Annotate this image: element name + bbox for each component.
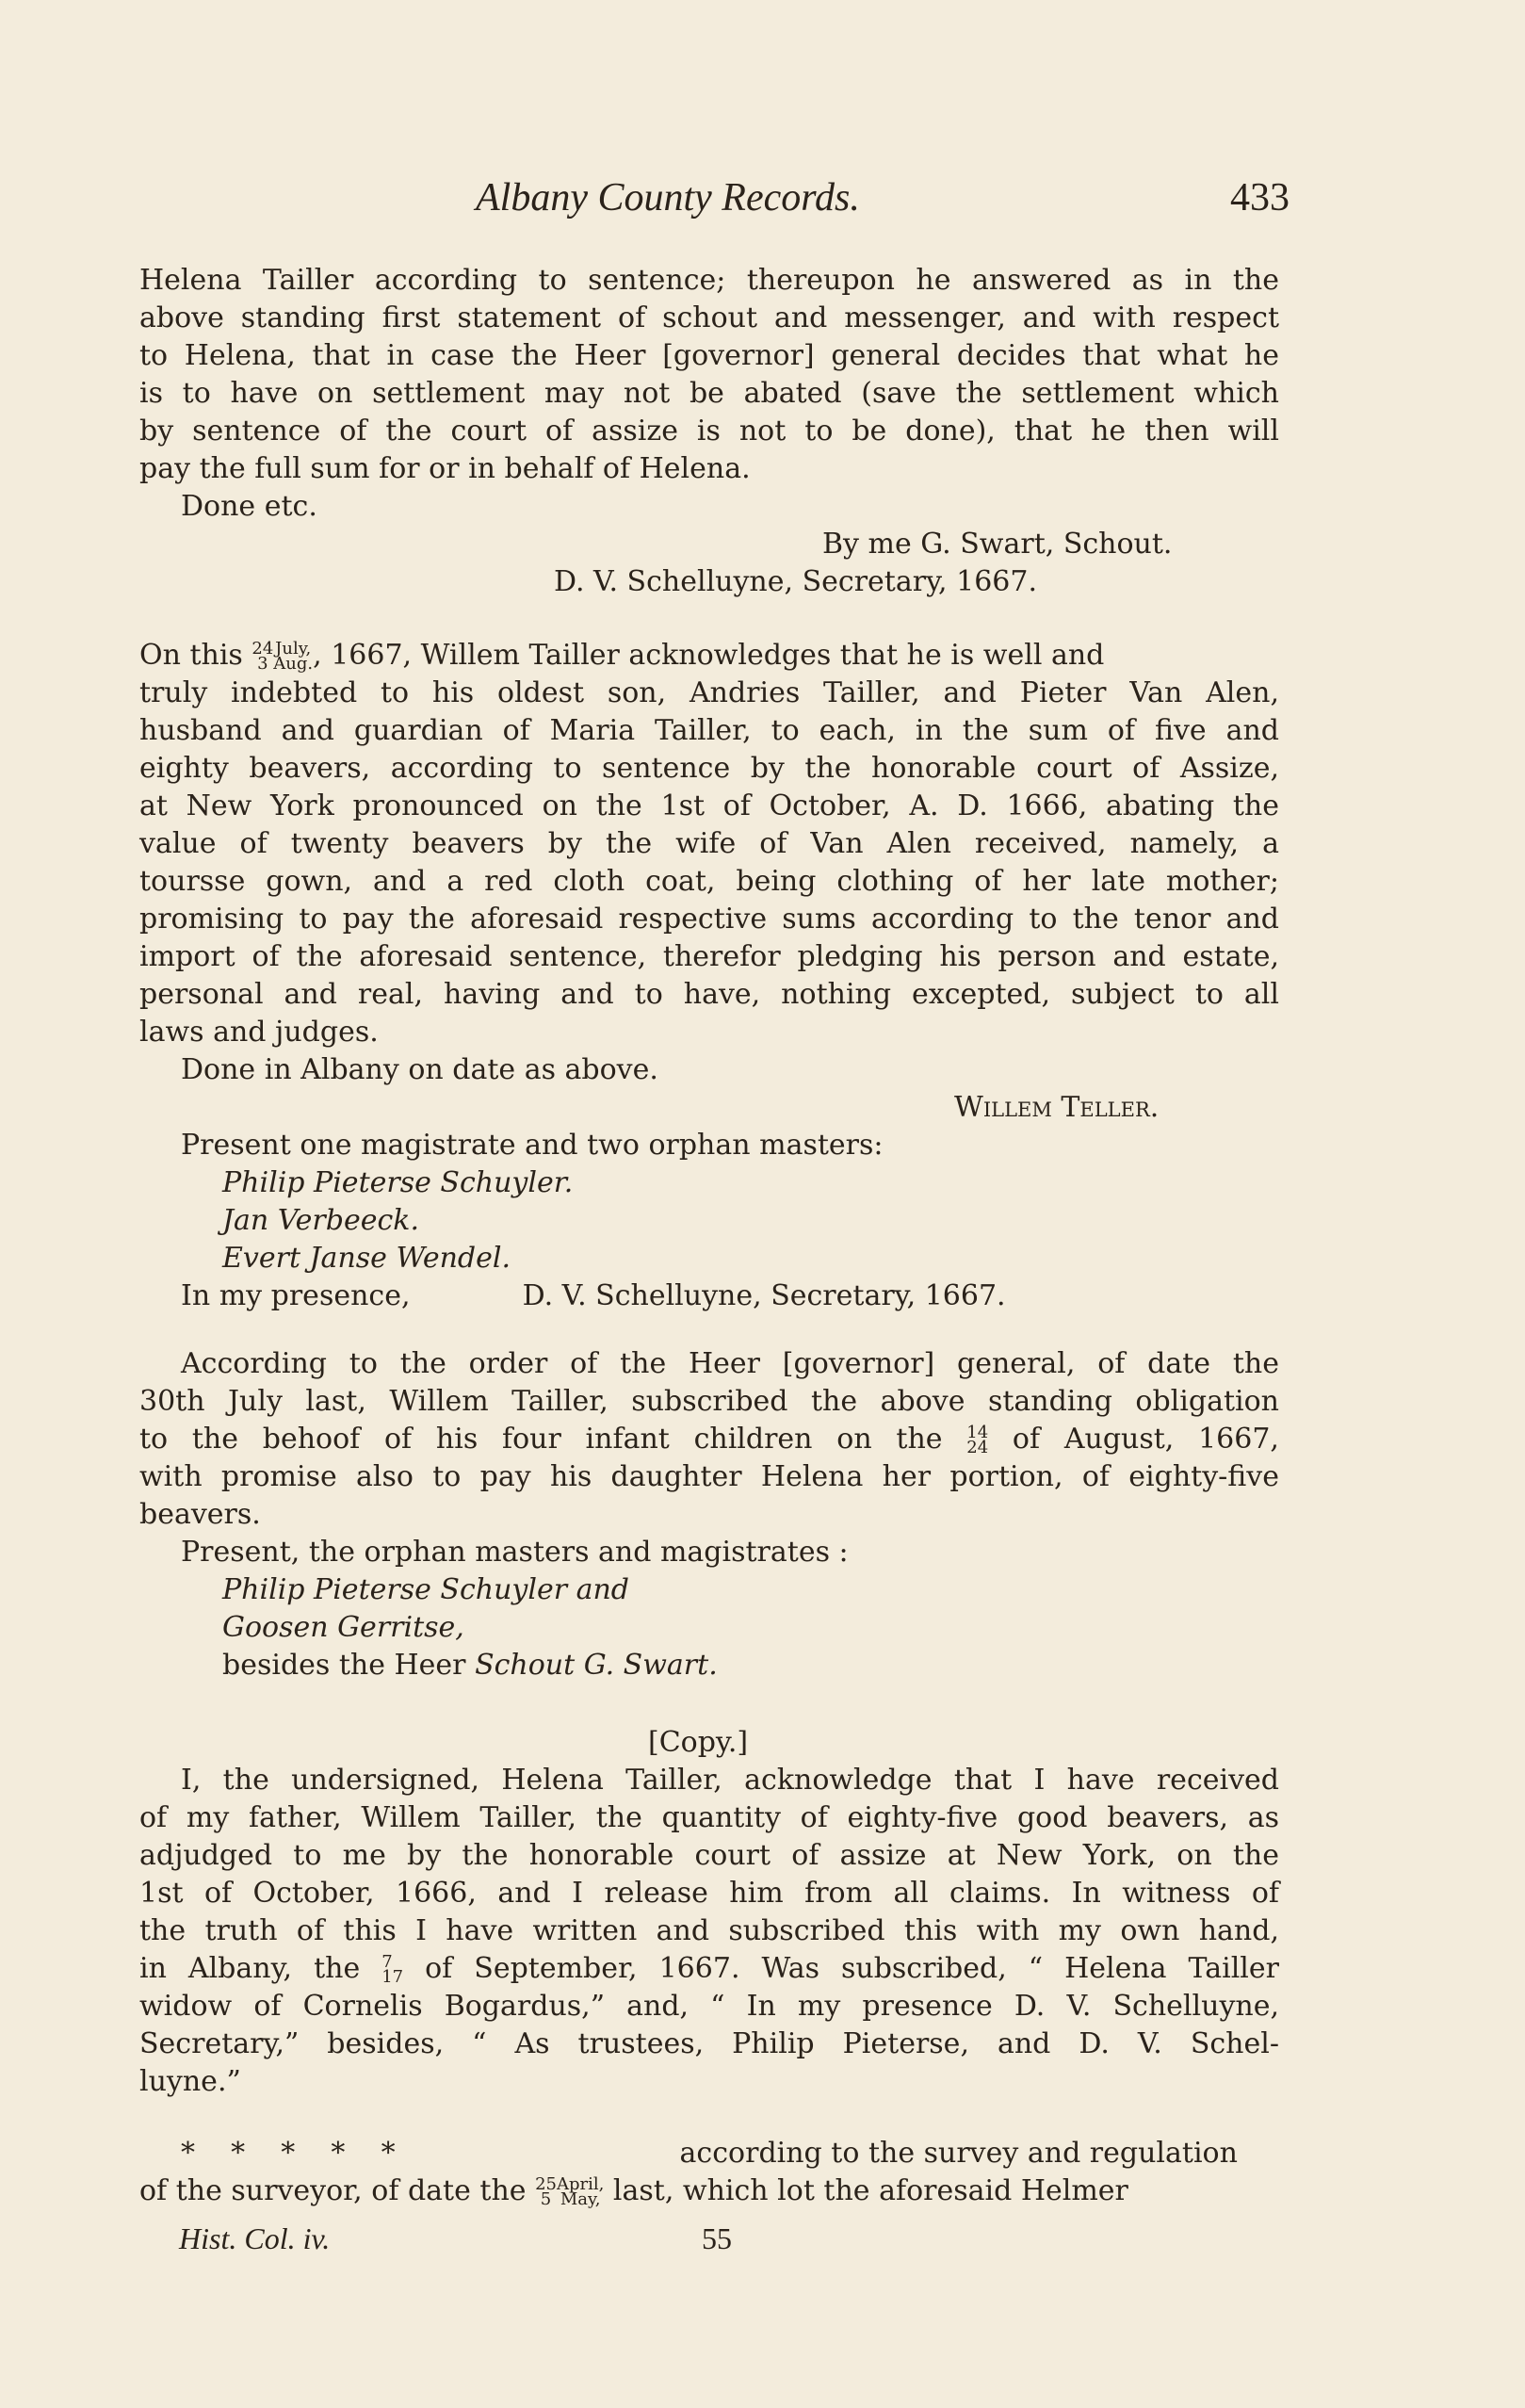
page-number: 433 (1230, 176, 1290, 220)
text-line: is to have on settlement may not be abated (save the settlement which (139, 377, 1279, 410)
paragraph-acknowledgment (139, 637, 1279, 1315)
witness-name: Goosen Gerritse, (222, 1611, 464, 1644)
text-line (139, 1421, 1279, 1458)
paragraph-order (139, 1345, 1279, 1684)
fraction-denominator: 17 (381, 1967, 404, 1987)
text-line: husband and guardian of Maria Tailler, to each, in the sum of five and (139, 714, 1279, 747)
witness-name: Jan Verbeeck. (222, 1204, 420, 1237)
fraction-numerator: 25 (535, 2174, 557, 2194)
text-fragment: of September, 1667. Was subscribed, “ Helena Tailler (425, 1952, 1279, 1985)
signature-mark: Hist. Col. iv. (179, 2221, 331, 2255)
copy-heading: [Copy.] (648, 1726, 749, 1759)
text-line: laws and judges. (139, 1016, 379, 1049)
page-footer (179, 2221, 732, 2256)
text-fragment: On this (139, 639, 243, 672)
text-line: beavers. (139, 1498, 261, 1531)
text-line: 30th July last, Willem Tailler, subscribed the above standing obligation (139, 1385, 1279, 1418)
paragraph-helena-sentence (139, 262, 1279, 601)
month-fraction (556, 2174, 605, 2209)
done-line: Done etc. (181, 490, 317, 523)
text-line: luyne.” (139, 2065, 241, 2098)
witness-name: Philip Pieterse Schuyler. (222, 1166, 574, 1199)
text-line: by sentence of the court of assize is not to be done), that he then will (139, 415, 1279, 447)
month-fraction (273, 639, 314, 674)
signature-secretary: D. V. Schelluyne, Secretary, 1667. (554, 565, 1037, 598)
text-line: 1st of October, 1666, and I release him from all claims. In witness of (139, 1877, 1279, 1910)
text-line (139, 1950, 1279, 1988)
ellipsis-stars: * * * * * (181, 2137, 396, 2170)
fraction-numerator: 24 (251, 639, 274, 659)
paragraph-receipt (139, 1724, 1279, 2101)
presence-line (139, 1277, 1279, 1315)
text-line (139, 2135, 1279, 2172)
month-top: July, (275, 639, 312, 659)
text-line: promising to pay the aforesaid respective sums according to the tenor and (139, 903, 1279, 936)
text-line: at New York pronounced on the 1st of October, A. D. 1666, abating the (139, 789, 1279, 822)
text-line: I, the undersigned, Helena Tailler, acknowledge that I have received (181, 1764, 1279, 1797)
fraction-denominator: 24 (966, 1438, 989, 1457)
text-line: the truth of this I have written and subscribed this with my own hand, (139, 1914, 1279, 1947)
text-line: According to the order of the Heer [governor] general, of date the (181, 1347, 1279, 1380)
date-fraction (381, 1952, 404, 1987)
date-fraction (535, 2174, 557, 2209)
witness-name: Philip Pieterse Schuyler and (222, 1573, 629, 1606)
text-line: to Helena, that in case the Heer [governor] general decides that what he (139, 339, 1279, 372)
date-fraction (251, 639, 274, 674)
running-header (141, 175, 1290, 232)
month-bottom: May, (560, 2189, 601, 2209)
present-line: Present, the orphan masters and magistrates : (181, 1536, 849, 1569)
text-fragment: of August, 1667, (1012, 1423, 1279, 1456)
text-line: above standing first statement of schout and messenger, and with respect (139, 301, 1279, 334)
text-line (139, 2172, 1279, 2210)
text-line: with promise also to pay his daughter Helena her portion, of eighty-five (139, 1460, 1279, 1493)
text-line: value of twenty beavers by the wife of Van Alen received, namely, a (139, 827, 1279, 860)
text-line: Secretary,” besides, “ As trustees, Philip Pieterse, and D. V. Schel- (139, 2027, 1279, 2060)
witness-name: Evert Janse Wendel. (222, 1242, 511, 1275)
text-line: toursse gown, and a red cloth coat, being clothing of her late mother; (139, 865, 1279, 898)
presence-signature: D. V. Schelluyne, Secretary, 1667. (522, 1279, 1006, 1312)
fraction-denominator: 3 (257, 654, 268, 674)
date-fraction (966, 1425, 988, 1456)
signature-swart: By me G. Swart, Schout. (822, 528, 1173, 561)
text-fragment: besides the Heer (222, 1649, 466, 1682)
text-line: adjudged to me by the honorable court of assize at New York, on the (139, 1839, 1279, 1872)
signature-willem-teller: Willem Teller. (954, 1091, 1160, 1124)
text-line (139, 637, 1279, 675)
text-fragment: , 1667, Willem Tailler acknowledges that he is well and (313, 639, 1105, 672)
schout-name: Schout G. Swart. (475, 1649, 718, 1682)
paragraph-survey (139, 2135, 1279, 2210)
text-line: Helena Tailler according to sentence; thereupon he answered as in the (139, 264, 1279, 297)
text-line: pay the full sum for or in behalf of Helena. (139, 452, 751, 485)
presence-label: In my presence, (181, 1279, 411, 1312)
fraction-numerator: 14 (966, 1423, 989, 1442)
text-line: eighty beavers, according to sentence by the honorable court of Assize, (139, 752, 1279, 785)
text-fragment: according to the survey and regulation (679, 2137, 1238, 2170)
fraction-denominator: 5 (540, 2189, 552, 2209)
month-top: April, (556, 2174, 605, 2194)
signature-number: 55 (702, 2221, 732, 2255)
text-fragment: of the surveyor, of date the (139, 2174, 527, 2207)
besides-line (139, 1647, 1279, 1684)
running-title: Albany County Records. (476, 176, 860, 220)
text-fragment: to the behoof of his four infant children on the (139, 1423, 943, 1456)
text-line: truly indebted to his oldest son, Andries Tailler, and Pieter Van Alen, (139, 676, 1279, 709)
text-fragment: last, which lot the aforesaid Helmer (612, 2174, 1128, 2207)
text-line: import of the aforesaid sentence, therefor pledging his person and estate, (139, 940, 1279, 973)
present-line: Present one magistrate and two orphan masters: (181, 1129, 884, 1162)
text-fragment: in Albany, the (139, 1952, 361, 1985)
fraction-numerator: 7 (381, 1952, 393, 1972)
text-line: personal and real, having and to have, nothing excepted, subject to all (139, 978, 1279, 1011)
month-bottom: Aug. (273, 654, 314, 674)
text-line: of my father, Willem Tailler, the quantity of eighty-five good beavers, as (139, 1801, 1279, 1834)
text-line: widow of Cornelis Bogardus,” and, “ In my presence D. V. Schelluyne, (139, 1990, 1279, 2023)
done-line: Done in Albany on date as above. (181, 1053, 658, 1086)
